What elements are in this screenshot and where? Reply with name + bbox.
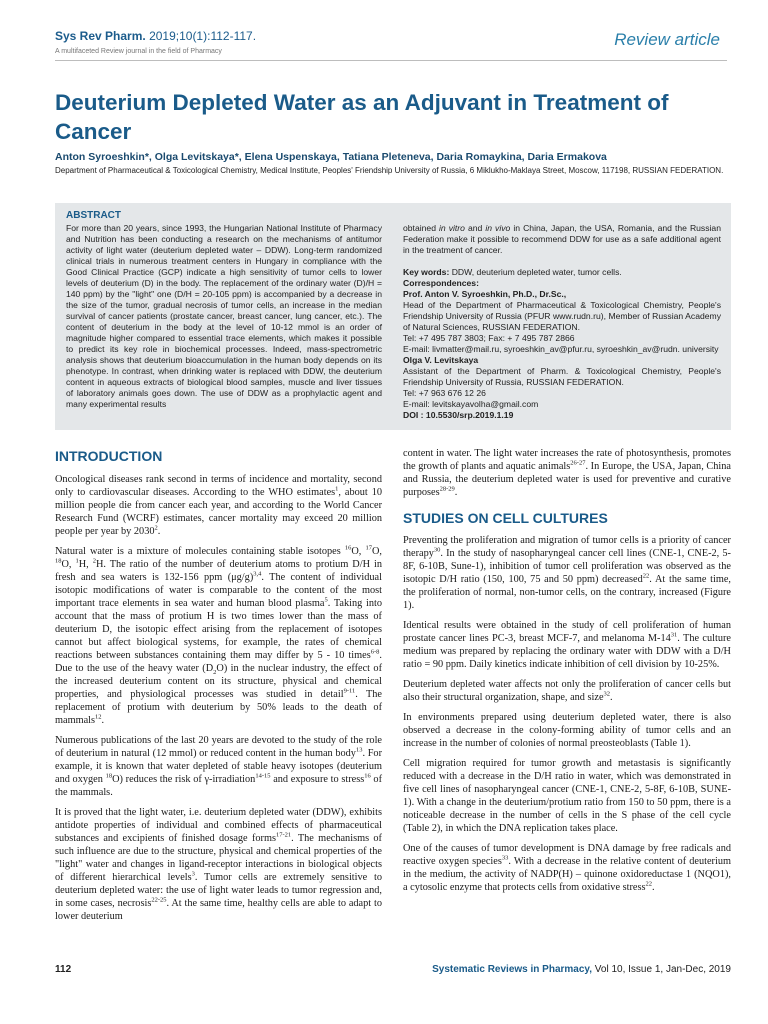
keywords: Key words: DDW, deuterium depleted water, tumor cells. bbox=[403, 267, 622, 277]
header-divider bbox=[55, 60, 727, 61]
body-paragraph: Identical results were obtained in the study of cell proliferation of human prostate cancer lines PC-3, breast MCF-7, and melanoma $M-14^{31}$. The culture medium was prepared by replacing the ordinary water with DDW with a D/H ratio = 90 ppm. Daily kinetics indicate inhibition of cell division by 10-25%. bbox=[403, 620, 731, 670]
journal-name: Sys Rev Pharm. bbox=[55, 29, 146, 43]
corr1-tel: Tel: +7 495 787 3803; Fax: + 7 495 787 2866 bbox=[403, 333, 575, 343]
journal-tagline: A multifaceted Review journal in the field of Pharmacy bbox=[55, 48, 222, 55]
corr1-email[interactable]: E-mail: livmatter@mail.ru, syroeshkin_av@pfur.ru, syroeshkin_av@rudn. university bbox=[403, 344, 719, 354]
right-column-top bbox=[403, 447, 731, 506]
cell-cultures-heading: STUDIES ON CELL CULTURES bbox=[403, 510, 608, 526]
abstract-heading: ABSTRACT bbox=[66, 210, 121, 221]
abstract-right-column bbox=[403, 223, 721, 421]
footer-citation: Systematic Reviews in Pharmacy, Vol 10, Issue 1, Jan-Dec, 2019 bbox=[432, 964, 731, 975]
journal-citation bbox=[55, 29, 256, 43]
corr2-email[interactable]: E-mail: levitskayavolha@gmail.com bbox=[403, 399, 539, 409]
doi[interactable]: DOI : 10.5530/srp.2019.1.19 bbox=[403, 410, 514, 420]
corr2-name: Olga V. Levitskaya bbox=[403, 355, 479, 365]
body-paragraph: Deuterium depleted water affects not only the proliferation of cancer cells but also their structural organization, shape, and size$^{32}$. bbox=[403, 679, 731, 703]
corr2-details: Assistant of the Department of Pharm. & Toxicological Chemistry, People's Friendship University of Russia, RUSSIAN FEDERATION. bbox=[403, 366, 721, 387]
page-number: 112 bbox=[55, 964, 72, 975]
journal-cite: 2019;10(1):112-117. bbox=[149, 29, 257, 43]
introduction-body bbox=[55, 473, 382, 930]
intro-paragraph: It is proved that the light water, i.e. deuterium depleted water (DDW), exhibits antidote properties of individual and combined effects of pharmaceutical substances and excipients of finished dosage forms$^{17-21}$. The mechanisms of such influence are due to the structure, physical and chemical properties of the "light" water and changes in ligand-receptor interactions in biological objects of different hierarchical levels$^3$. Tumor cells are extremely sensitive to deuterium depleted water: the use of light water leads to tumor regression and, in some cases, necrosis$^{22-25}$. At the same time, healthy cells are able to adapt to lower deuterium bbox=[55, 807, 382, 922]
article-title: Deuterium Depleted Water as an Adjuvant in Treatment of Cancer bbox=[55, 90, 669, 144]
cell-cultures-body bbox=[403, 534, 731, 901]
author-list: Anton Syroeshkin*, Olga Levitskaya*, Elena Uspenskaya, Tatiana Pleteneva, Daria Romaykina, Daria Ermakova bbox=[55, 151, 607, 163]
intro-paragraph: Natural water is a mixture of molecules containing stable isotopes $^{16}$O, $^{17}$O, $^{18}$O, $^1$H, $^2$H. The ratio of the number of deuterium atoms to protium D/H in fresh and sea waters is 132-156 ppm $(\mu g/g)^{3,4}$. The content of individual isotopic modifications of water is comparable to the content of the most important trace elements in sea water and human blood plasma$^5$. Taking into account that the mass of protium H is two times lower than the mass of deuterium D, the isotopic effect arising from the replacement of isotopes cannot but affect biological systems, for example, the rates of chemical reactions between substances containing them may differ by 5 - 10 times$^{6-8}$. Due to the use of the heavy water $(D_2O)$ in the nuclear industry, the effect of the increased deuterium content on its structure, physical and chemical properties, and physiological processes was studied in detail$^{9-11}$. The replacement of protium with deuterium by 50% leads to the death of mammals$^{12}$. bbox=[55, 544, 382, 726]
body-paragraph: content in water. The light water increases the rate of photosynthesis, promotes the growth of plants and aquatic animals$^{26-27}$. In Europe, the USA, Japan, China and Russia, the deuterium depleted water is used for preventive and curative purposes$^{28-29}$. bbox=[403, 448, 731, 498]
body-paragraph: Cell migration required for tumor growth and metastasis is significantly reduced with a decrease in the D/H ratio in water, which was demonstrated in five cell lines of nasopharyngeal cancer (CNE-1, CNE-2, 5-8F, 6-10B, SUNE-1). With a change in the deuterium/protium ratio from 150 to 50 ppm, there is a noticeable decrease in the number of cells in the S phase of the cell cycle (Table 2), in which the DNA replication takes place. bbox=[403, 758, 731, 834]
abstract-text: For more than 20 years, since 1993, the Hungarian National Institute of Pharmacy and Nutrition has been conducting a research on the mechanisms of antitumor activity of light water (deuterium depleted water – DDW). Long-term randomized clinical trials in numerous treatment centers in Hungary in compliance with the Good Clinical Practice (GCP) indicate a high sensitivity of tumor cells to lower levels of deuterium (D) in the body. The replacement of the ordinary water (D)/H = 140 ppm) by the "light" one (D/H = 20-105 ppm) is accompanied by a decrease in the size of the tumor, gradual necrosis of tumor cells, an increase in the median survival of cancer patients (prostate cancer, breast cancer, lung cancer, etc.). The content of deuterium in the body at the level of 10-12 mmol is an order of magnitude higher compared to essential trace elements, which makes it possible to predict its key role in biochemical processes. Indeed, mass-spectrometric analysis shows that deuterium bioaccumulation in the human body depends on its phenotype. In contrast, when drinking water is replaced with DDW, the deuterium content in aqueous extracts of biological blood samples, muscle and liver tissues of laboratory animals goes down. The use of DDW as a prophylactic agent and many experimental results bbox=[66, 223, 382, 409]
body-paragraph: In environments prepared using deuterium depleted water, there is also observed a decrease in the colony-forming ability of tumor cells and an increase in the number of colonies of normal preosteoblasts (Table 1). bbox=[403, 712, 731, 749]
intro-paragraph: Numerous publications of the last 20 years are devoted to the study of the role of deuterium in natural (12 mmol) or reduced content in the human body$^{13}$. For example, it is known that water depleted of stable heavy isotopes (deuterium and oxygen $^{18}$O) reduces the risk of γ-irradiation$^{14-15}$ and exposure to stress$^{16}$ of the mammals. bbox=[55, 735, 383, 798]
article-type: Review article bbox=[614, 30, 720, 49]
corr1-name: Prof. Anton V. Syroeshkin, Ph.D., Dr.Sc., bbox=[403, 289, 567, 299]
body-paragraph: Preventing the proliferation and migration of tumor cells is a priority of cancer therapy$^{30}$. In the study of nasopharyngeal cancer cell lines (CNE-1, CNE-2, 5-8F, 6-10B, Sune-1), inhibition of tumor cell proliferation was observed as the isotopic D/H ratio (150, 100, 75 and 50 ppm) decreased$^{22}$. At the same time, the proliferation of normal, non-tumor cells, on the contrary, increased (Figure 1). bbox=[403, 535, 732, 611]
intro-paragraph: Oncological diseases rank second in terms of incidence and mortality, second only to cardiovascular diseases. According to the WHO estimates$^1$, about 10 million people die from cancer each year, and according to the World Cancer Research Fund (WCRF) estimates, cancer mortality may exceed 20 million people per year by 2030$^2$. bbox=[55, 474, 382, 537]
correspondence-label: Correspondences: bbox=[403, 278, 479, 288]
affiliation: Department of Pharmaceutical & Toxicological Chemistry, Medical Institute, Peoples' Friendship University of Russia, 6 Miklukho-Maklaya Street, Moscow, 117198, RUSSIAN FEDERATION. bbox=[55, 166, 724, 175]
introduction-heading: INTRODUCTION bbox=[55, 448, 163, 464]
body-paragraph: One of the causes of tumor development is DNA damage by free radicals and reactive oxygen species$^{33}$. With a decrease in the relative content of deuterium in the medium, the activity of NADP(H) – quinone oxidoreductase 1 (NQO1), a cytosolic enzyme that protects cells from oxidative stress$^{22}$. bbox=[403, 843, 731, 893]
abstract-continuation: obtained in vitro and in vivo in China, Japan, the USA, Romania, and the Russian Federation make it possible to recommend DDW for use as a safe additional agent in the treatment of cancer. bbox=[403, 223, 721, 255]
corr2-tel: Tel: +7 963 676 12 26 bbox=[403, 388, 486, 398]
corr1-details: Head of the Department of Pharmaceutical & Toxicological Chemistry, People's Friendship University of Russia (PFUR www.rudn.ru), Member of Russian Academy of Natural Sciences, RUSSIAN FEDERATION. bbox=[403, 300, 721, 332]
